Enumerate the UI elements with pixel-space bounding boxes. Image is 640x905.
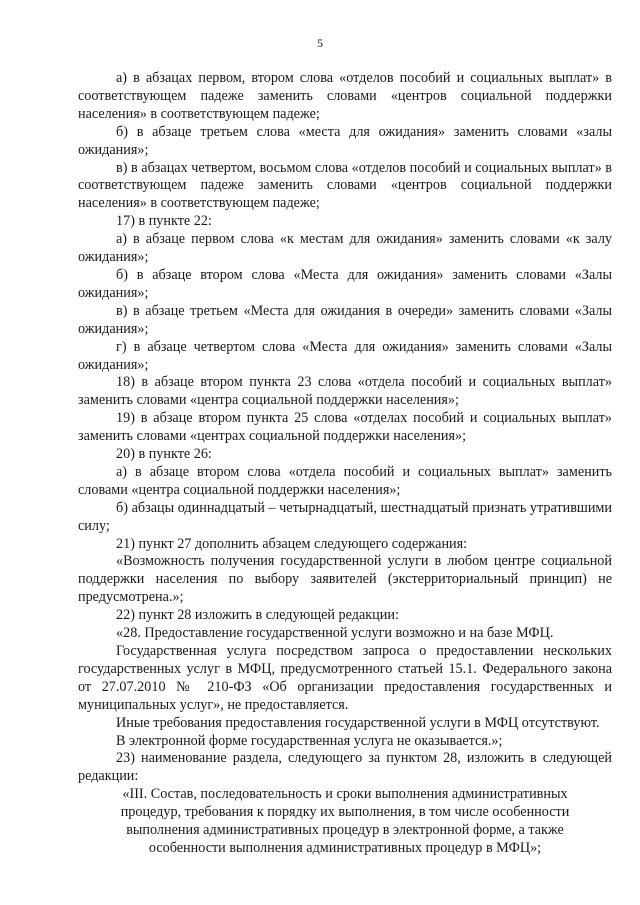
paragraph: в) в абзаце третьем «Места для ожидания в очереди» заменить словами «Залы ожидания»; [78, 302, 612, 337]
paragraph: а) в абзацах первом, втором слова «отделов пособий и социальных выплат» в соответствующем падеже заменить словами «центров социальной поддержки населения» в соответствующем падеже; [78, 70, 612, 122]
paragraph: б) в абзаце втором слова «Места для ожидания» заменить словами «Залы ожидания»; [78, 266, 612, 301]
paragraph: 17) в пункте 22: [116, 213, 212, 230]
paragraph: 21) пункт 27 дополнить абзацем следующего содержания: [116, 535, 468, 552]
paragraph: в) в абзацах четвертом, восьмом слова «отделов пособий и социальных выплат» в соответствующем падеже заменить словами «центров социальной поддержки населения» в соответствующем падеже; [78, 159, 612, 212]
paragraph: б) абзацы одиннадцатый – четырнадцатый, шестнадцатый признать утратившими силу; [78, 499, 612, 534]
paragraph: 19) в абзаце втором пункта 25 слова «отделах пособий и социальных выплат» заменить словами «центрах социальной поддержки населения»; [78, 410, 612, 445]
paragraph: а) в абзаце первом слова «к местам для ожидания» заменить словами «к залу ожидания»; [78, 231, 612, 266]
paragraph: «28. Предоставление государственной услуги возможно и на базе МФЦ. [116, 625, 554, 642]
document-body [78, 70, 612, 858]
paragraph: г) в абзаце четвертом слова «Места для ожидания» заменить словами «Залы ожидания»; [78, 338, 612, 373]
paragraph: Государственная услуга посредством запроса о предоставлении нескольких государственных услуг в МФЦ, предусмотренного статьей 15.1. Федерального закона от 27.07.2010 № 210-ФЗ «Об организации предоставления государственных и муниципальных услуг», не предоставляется. [78, 643, 612, 713]
page-number: 5 [317, 36, 323, 50]
section-heading: «III. Состав, последовательность и сроки выполнения административных процедур, требования к порядку их выполнения, в том числе особенности выполнения административных процедур в электронной форме, а также особенности выполнения административных процедур в МФЦ»; [120, 786, 570, 856]
paragraph: Иные требования предоставления государственной услуги в МФЦ отсутствуют. [116, 714, 600, 731]
paragraph: В электронной форме государственная услуга не оказывается.»; [116, 732, 503, 749]
paragraph: 20) в пункте 26: [116, 446, 212, 463]
paragraph: б) в абзаце третьем слова «места для ожидания» заменить словами «залы ожидания»; [78, 123, 612, 158]
paragraph: «Возможность получения государственной услуги в любом центре социальной поддержки населения по выбору заявителей (экстерриториальный принцип) не предусмотрена.»; [78, 553, 612, 606]
paragraph: 22) пункт 28 изложить в следующей редакции: [116, 607, 399, 624]
paragraph: а) в абзаце втором слова «отдела пособий и социальных выплат» заменить словами «центра социальной поддержки населения»; [78, 463, 612, 498]
paragraph: 23) наименование раздела, следующего за пунктом 28, изложить в следующей редакции: [78, 750, 612, 785]
paragraph: 18) в абзаце втором пункта 23 слова «отдела пособий и социальных выплат» заменить словами «центра социальной поддержки населения»; [78, 374, 612, 409]
